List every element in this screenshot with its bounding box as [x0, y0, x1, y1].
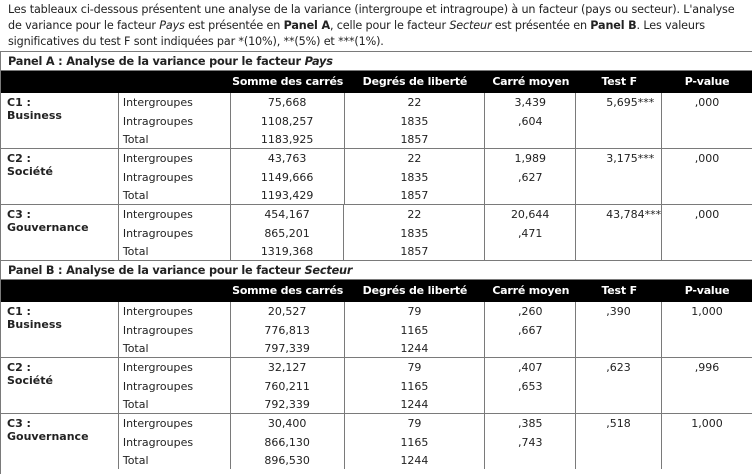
ms-value: 3,439	[514, 96, 547, 109]
panel-title-factor: Secteur	[304, 264, 353, 277]
ss-value: 75,668	[267, 96, 307, 109]
header-p-value: P-value	[684, 75, 730, 88]
group-label	[1, 414, 119, 469]
table-row-group	[1, 302, 752, 358]
panel-a-header	[1, 71, 752, 93]
panel-title-text: Panel B : Analyse de la variance pour le facteur	[8, 264, 305, 277]
ss-values	[231, 93, 345, 148]
intro-text: est présentée en	[491, 19, 591, 32]
ss-values	[231, 149, 345, 204]
df-values	[345, 302, 486, 357]
p-value: ,996	[694, 361, 720, 374]
group-name: Société	[7, 165, 53, 178]
ss-value: 43,763	[267, 152, 307, 165]
row-label: Intragroupes	[122, 436, 194, 449]
p-values	[662, 93, 752, 148]
f-values	[576, 93, 662, 148]
row-label: Intergroupes	[122, 208, 193, 221]
header-somme-des-carres: Somme des carrés	[232, 284, 344, 297]
group-label	[1, 358, 119, 413]
ms-value: ,667	[518, 324, 543, 337]
intro-text: est présentée en	[184, 19, 284, 32]
table-row-group	[1, 358, 752, 414]
df-values	[345, 414, 486, 469]
group-code: C1 :	[7, 305, 31, 318]
group-label	[1, 302, 119, 357]
p-values	[662, 205, 752, 260]
intro-factor-pays: Pays	[159, 19, 185, 32]
df-value: 1165	[400, 436, 429, 449]
panel-a-title	[1, 52, 752, 71]
p-value: 1,000	[691, 305, 723, 318]
row-label: Intragroupes	[122, 324, 194, 337]
ss-value: 760,211	[264, 380, 310, 393]
header-cell	[1, 280, 119, 302]
p-values	[662, 149, 752, 204]
ss-values	[231, 302, 345, 357]
ms-value: ,627	[518, 171, 543, 184]
ss-values	[231, 414, 345, 469]
table-row-group	[1, 149, 752, 205]
group-code: C3 :	[7, 417, 31, 430]
df-values	[345, 93, 486, 148]
ms-values	[485, 414, 576, 469]
ms-values	[485, 358, 576, 413]
header-degres-de-liberte: Degrés de liberté	[362, 75, 468, 88]
row-label: Total	[122, 189, 149, 202]
ss-value: 1149,666	[260, 171, 314, 184]
table-row-group	[1, 205, 752, 261]
ms-value: ,743	[518, 436, 543, 449]
row-label: Intragroupes	[122, 171, 194, 184]
ss-value: 776,813	[264, 324, 310, 337]
f-value: ,518	[606, 417, 631, 430]
ss-value: 865,201	[264, 227, 310, 240]
df-value: 1857	[400, 133, 429, 146]
anova-table	[0, 51, 752, 474]
header-p-value: P-value	[684, 284, 730, 297]
header-cell	[119, 280, 231, 302]
group-label	[1, 149, 119, 204]
df-value: 22	[407, 96, 422, 109]
df-values	[344, 205, 485, 260]
ms-values	[485, 93, 576, 148]
f-values	[576, 358, 662, 413]
df-values	[345, 358, 486, 413]
ms-value: ,653	[518, 380, 543, 393]
ss-value: 866,130	[264, 436, 310, 449]
group-label	[1, 205, 119, 260]
ss-value: 792,339	[264, 398, 310, 411]
intro-text: Les tableaux ci-dessous présentent une analyse de la variance (intergroupe et intragroupe) à un facteur (pays ou secteur). L'analyse de variance pour le facteur	[8, 3, 735, 32]
row-label: Total	[122, 454, 149, 467]
row-label: Total	[122, 133, 149, 146]
df-value: 1835	[400, 115, 429, 128]
row-label: Total	[122, 398, 149, 411]
row-label: Intergroupes	[122, 96, 193, 109]
panel-title-factor: Pays	[304, 55, 333, 68]
group-name: Gouvernance	[7, 221, 89, 234]
ms-value: ,407	[518, 361, 543, 374]
ms-values	[485, 302, 576, 357]
intro-paragraph	[8, 2, 748, 50]
row-label: Intergroupes	[122, 417, 193, 430]
f-value: ,390	[606, 305, 631, 318]
group-name: Business	[7, 318, 62, 331]
p-value: 1,000	[691, 417, 723, 430]
group-label	[1, 93, 119, 148]
header-test-f: Test F	[601, 284, 637, 297]
ms-values	[485, 149, 576, 204]
ss-value: 1183,925	[260, 133, 314, 146]
ss-value: 1108,257	[260, 115, 314, 128]
f-values	[576, 414, 662, 469]
group-name: Business	[7, 109, 62, 122]
intro-factor-secteur: Secteur	[449, 19, 492, 32]
group-name: Gouvernance	[7, 430, 89, 443]
f-values	[576, 149, 662, 204]
row-label: Intergroupes	[122, 305, 193, 318]
table-row-group	[1, 93, 752, 149]
df-value: 1835	[400, 171, 429, 184]
df-value: 79	[407, 305, 422, 318]
row-labels	[119, 205, 231, 260]
intro-panel-a: Panel A	[283, 19, 330, 32]
p-value: ,000	[694, 208, 720, 221]
df-value: 79	[407, 361, 422, 374]
ms-value: ,385	[518, 417, 543, 430]
df-value: 22	[407, 152, 422, 165]
row-label: Intergroupes	[122, 152, 193, 165]
ss-value: 32,127	[267, 361, 307, 374]
panel-title-text: Panel A : Analyse de la variance pour le facteur	[8, 55, 305, 68]
row-label: Intragroupes	[122, 380, 194, 393]
row-labels	[119, 358, 231, 413]
header-test-f: Test F	[601, 75, 637, 88]
f-value: ,623	[606, 361, 631, 374]
df-value: 1857	[400, 245, 429, 258]
header-carre-moyen: Carré moyen	[492, 284, 570, 297]
df-value: 1165	[400, 380, 429, 393]
row-label: Total	[122, 245, 149, 258]
df-value: 1244	[400, 454, 429, 467]
row-label: Intergroupes	[122, 361, 193, 374]
row-label: Intragroupes	[122, 227, 194, 240]
group-code: C2 :	[7, 361, 31, 374]
df-values	[345, 149, 486, 204]
intro-panel-b: Panel B	[590, 19, 637, 32]
panel-b-title	[1, 261, 752, 280]
table-row-group	[1, 414, 752, 469]
group-code: C2 :	[7, 152, 31, 165]
f-value: 5,695***	[606, 96, 655, 109]
f-value: 43,784***	[606, 208, 662, 221]
group-code: C1 :	[7, 96, 31, 109]
df-value: 1165	[400, 324, 429, 337]
df-value: 1835	[400, 227, 429, 240]
ms-values	[485, 205, 576, 260]
ms-value: ,471	[517, 227, 543, 240]
ss-value: 454,167	[264, 208, 310, 221]
p-values	[662, 302, 752, 357]
ms-value: 20,644	[510, 208, 550, 221]
row-label: Total	[122, 342, 149, 355]
df-value: 1244	[400, 398, 429, 411]
ms-value: ,260	[518, 305, 543, 318]
p-value: ,000	[694, 152, 720, 165]
header-somme-des-carres: Somme des carrés	[232, 75, 344, 88]
df-value: 1244	[400, 342, 429, 355]
ss-value: 797,339	[264, 342, 310, 355]
intro-text: , celle pour le facteur	[329, 19, 450, 32]
row-labels	[119, 302, 231, 357]
f-values	[576, 302, 662, 357]
p-values	[662, 414, 752, 469]
ss-values	[231, 205, 345, 260]
header-degres-de-liberte: Degrés de liberté	[362, 284, 468, 297]
row-labels	[119, 93, 231, 148]
df-value: 79	[407, 417, 422, 430]
ms-value: ,604	[518, 115, 543, 128]
df-value: 22	[407, 208, 422, 221]
ss-value: 896,530	[264, 454, 310, 467]
header-carre-moyen: Carré moyen	[492, 75, 570, 88]
ms-value: 1,989	[514, 152, 547, 165]
ss-value: 20,527	[267, 305, 307, 318]
panel-b-header	[1, 280, 752, 302]
p-values	[662, 358, 752, 413]
row-label: Intragroupes	[122, 115, 194, 128]
df-value: 1857	[400, 189, 429, 202]
ss-value: 1319,368	[260, 245, 314, 258]
row-labels	[119, 414, 231, 469]
f-values	[576, 205, 662, 260]
ss-value: 1193,429	[260, 189, 314, 202]
f-value: 3,175***	[606, 152, 655, 165]
group-code: C3 :	[7, 208, 31, 221]
intro-text: . Les valeurs significatives du test F sont indiquées par *(10%), **(5%) et ***(1%).	[8, 19, 705, 48]
row-labels	[119, 149, 231, 204]
group-name: Société	[7, 374, 53, 387]
p-value: ,000	[694, 96, 720, 109]
ss-values	[231, 358, 345, 413]
ss-value: 30,400	[267, 417, 307, 430]
header-cell	[119, 71, 231, 93]
header-cell	[1, 71, 119, 93]
